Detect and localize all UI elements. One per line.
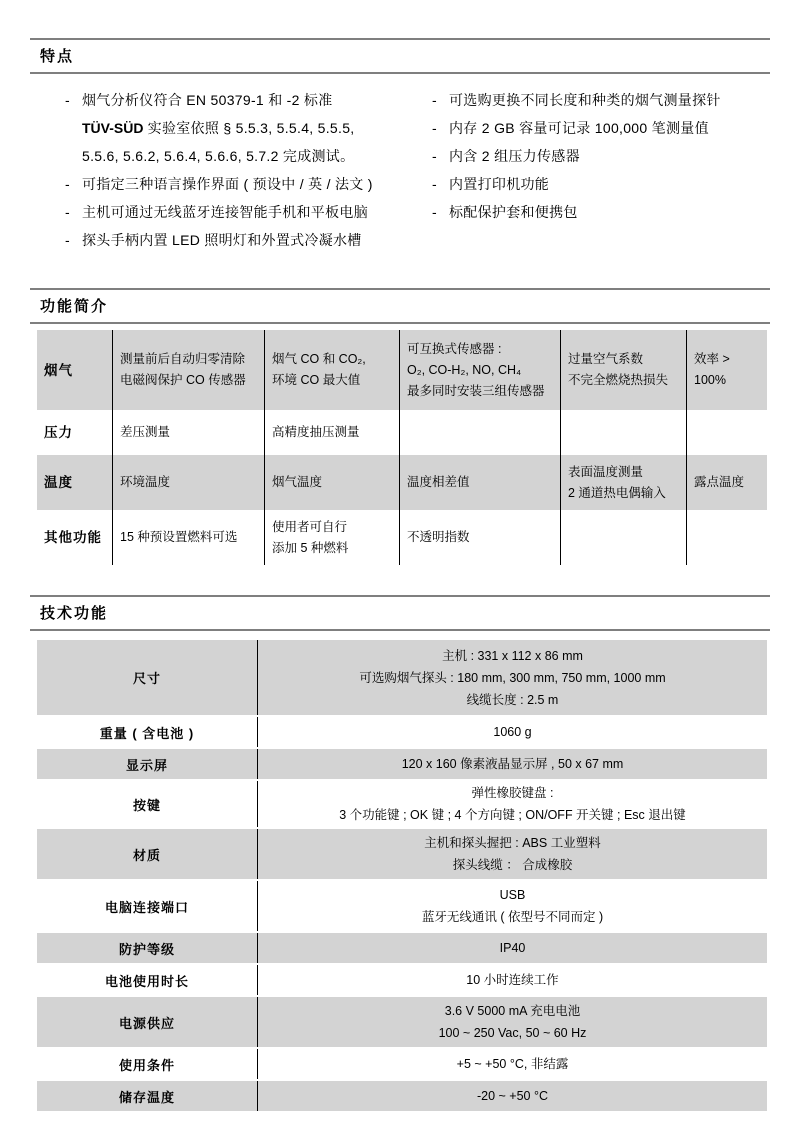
section-title-overview: 功能简介 <box>40 298 109 315</box>
spec-line: 露点温度 <box>694 475 745 489</box>
spec-line: USB <box>499 888 526 902</box>
feature-text: 内含 2 组压力传感器 <box>449 148 580 164</box>
spec-line: 过量空气系数 <box>568 352 644 366</box>
feature-line: 5.5.6, 5.6.2, 5.6.4, 5.6.6, 5.7.2 完成测试。 <box>82 148 355 164</box>
feature-item <box>432 170 775 198</box>
spec-value <box>258 781 767 827</box>
spec-label: 材质 <box>37 829 258 879</box>
spec-label: 显示屏 <box>37 749 258 779</box>
spec-label: 储存温度 <box>37 1081 258 1111</box>
spec-cell <box>113 510 265 565</box>
spec-line: 添加 5 种燃料 <box>272 540 349 555</box>
feature-item <box>65 198 432 226</box>
spec-line: 烟气 CO 和 CO₂, <box>272 352 366 366</box>
tech-row-display <box>37 749 767 779</box>
spec-line: 弹性橡胶键盘 : <box>471 786 554 800</box>
bullet-dash: - <box>65 232 70 248</box>
tech-row-storage-temperature <box>37 1081 767 1111</box>
feature-text: 探头手柄内置 LED 照明灯和外置式冷凝水槽 <box>82 232 362 248</box>
spec-cell <box>265 410 400 455</box>
feature-text: 标配保护套和便携包 <box>449 204 578 220</box>
spec-line: -20 ~ +50 °C <box>476 1089 548 1103</box>
spec-line: 不完全燃烧热损失 <box>568 373 669 387</box>
feature-text: 内存 2 GB 容量可记录 100,000 笔测量值 <box>449 120 709 136</box>
section-header-tech <box>30 595 770 631</box>
spec-label: 重量 ( 含电池 ) <box>37 717 258 747</box>
tech-row-protection-rating <box>37 933 767 963</box>
feature-item <box>65 226 432 254</box>
feature-item <box>432 198 775 226</box>
bullet-dash: - <box>432 148 437 164</box>
feature-item <box>65 170 432 198</box>
spec-value <box>258 997 767 1047</box>
overview-row-smoke <box>37 330 767 410</box>
spec-label: 电池使用时长 <box>37 965 258 995</box>
row-header: 烟气 <box>37 330 113 410</box>
bullet-dash: - <box>432 176 437 192</box>
tech-specs-table <box>37 640 767 1113</box>
feature-item <box>432 114 775 142</box>
tech-row-dimensions <box>37 640 767 715</box>
spec-line: 可互换式传感器 : <box>407 341 502 356</box>
spec-line: 蓝牙无线通讯 ( 依型号不同而定 ) <box>421 910 604 924</box>
spec-cell <box>561 410 687 455</box>
bullet-dash: - <box>432 120 437 136</box>
section-title-features: 特点 <box>40 48 75 65</box>
feature-line-rest: 实验室依照 § 5.5.3, 5.5.4, 5.5.5, <box>147 120 355 136</box>
spec-cell <box>400 410 561 455</box>
spec-value <box>258 1049 767 1079</box>
spec-cell <box>400 510 561 565</box>
spec-label: 尺寸 <box>37 640 258 715</box>
spec-cell <box>687 455 767 510</box>
spec-cell <box>400 330 561 410</box>
spec-cell <box>265 330 400 410</box>
spec-value <box>258 717 767 747</box>
overview-table <box>37 330 767 565</box>
spec-cell <box>113 455 265 510</box>
spec-cell <box>687 510 767 565</box>
spec-line: 烟气温度 <box>272 475 323 489</box>
feature-item <box>432 142 775 170</box>
spec-line: 差压测量 <box>120 425 171 439</box>
spec-cell <box>113 410 265 455</box>
features-list <box>65 86 775 254</box>
spec-line: 温度相差值 <box>407 475 470 489</box>
spec-line: 不透明指数 <box>407 530 470 544</box>
spec-label: 电源供应 <box>37 997 258 1047</box>
features-column-right <box>432 86 775 254</box>
spec-line: 10 小时连续工作 <box>466 973 559 987</box>
section-header-overview <box>30 288 770 324</box>
feature-item <box>65 86 432 170</box>
spec-value <box>258 965 767 995</box>
overview-row-pressure <box>37 410 767 455</box>
spec-line: 可选购烟气探头 : 180 mm, 300 mm, 750 mm, 1000 mm <box>359 670 666 685</box>
spec-line: 探头线缆 ： 合成橡胶 <box>452 858 573 872</box>
spec-cell <box>561 510 687 565</box>
spec-value <box>258 640 767 715</box>
spec-cell <box>687 330 767 410</box>
spec-cell <box>400 455 561 510</box>
row-header: 温度 <box>37 455 113 510</box>
spec-line: +5 ~ +50 °C, 非结露 <box>456 1057 569 1071</box>
spec-value <box>258 1081 767 1111</box>
spec-line: 100 ~ 250 Vac, 50 ~ 60 Hz <box>438 1026 587 1040</box>
spec-line: 120 x 160 像素液晶显示屏 , 50 x 67 mm <box>401 757 624 771</box>
bullet-dash: - <box>432 92 437 108</box>
feature-text <box>82 86 432 170</box>
overview-row-temperature <box>37 455 767 510</box>
spec-cell <box>265 455 400 510</box>
tech-row-keys <box>37 781 767 827</box>
bullet-dash: - <box>65 92 70 108</box>
spec-line: 高精度抽压测量 <box>272 425 360 439</box>
spec-value <box>258 749 767 779</box>
spec-value <box>258 829 767 879</box>
tech-row-material <box>37 829 767 879</box>
spec-label: 防护等级 <box>37 933 258 963</box>
spec-label: 电脑连接端口 <box>37 881 258 931</box>
feature-text: 可选购更换不同长度和种类的烟气测量探针 <box>449 92 721 108</box>
spec-line: 最多同时安装三组传感器 <box>407 383 545 398</box>
bullet-dash: - <box>65 204 70 220</box>
feature-text: 可指定三种语言操作界面 ( 预设中 / 英 / 法文 ) <box>82 176 373 192</box>
overview-row-other-functions <box>37 510 767 565</box>
feature-line: 烟气分析仪符合 EN 50379-1 和 -2 标准 <box>82 92 333 108</box>
spec-label: 按键 <box>37 781 258 827</box>
spec-line: 3 个功能键 ; OK 键 ; 4 个方向键 ; ON/OFF 开关键 ; Esc 退出键 <box>339 808 686 822</box>
tech-row-pc-interface <box>37 881 767 931</box>
spec-value <box>258 881 767 931</box>
feature-line <box>82 114 432 142</box>
spec-line: 15 种预设置燃料可选 <box>120 530 238 544</box>
bullet-dash: - <box>65 176 70 192</box>
section-header-features <box>30 38 770 74</box>
tech-row-weight <box>37 717 767 747</box>
spec-line: 使用者可自行 <box>272 519 348 534</box>
feature-item <box>432 86 775 114</box>
row-header: 压力 <box>37 410 113 455</box>
spec-cell <box>561 455 687 510</box>
spec-line: 环境温度 <box>120 475 171 489</box>
spec-cell <box>561 330 687 410</box>
feature-text: 内置打印机功能 <box>449 176 550 192</box>
spec-line: 表面温度测量 <box>568 464 644 479</box>
features-column-left <box>65 86 432 254</box>
brand-name: TÜV-SÜD <box>82 120 144 136</box>
bullet-dash: - <box>432 204 437 220</box>
spec-line: 3.6 V 5000 mA 充电电池 <box>444 1004 581 1018</box>
spec-line: IP40 <box>499 941 526 955</box>
tech-row-operating-conditions <box>37 1049 767 1079</box>
spec-label: 使用条件 <box>37 1049 258 1079</box>
spec-cell <box>265 510 400 565</box>
spec-cell <box>113 330 265 410</box>
row-header: 其他功能 <box>37 510 113 565</box>
spec-line: 电磁阀保护 CO 传感器 <box>120 373 246 387</box>
tech-row-battery-life <box>37 965 767 995</box>
spec-line: 测量前后自动归零清除 <box>120 352 246 366</box>
spec-line: 2 通道热电偶输入 <box>568 485 666 500</box>
spec-line: 效率 > 100% <box>694 352 730 387</box>
spec-value <box>258 933 767 963</box>
section-title-tech: 技术功能 <box>40 605 109 622</box>
spec-line: 1060 g <box>493 725 532 739</box>
spec-line: 主机 : 331 x 112 x 86 mm <box>442 648 583 663</box>
feature-text: 主机可通过无线蓝牙连接智能手机和平板电脑 <box>82 204 368 220</box>
spec-line: O₂, CO-H₂, NO, CH₄ <box>407 362 522 377</box>
spec-cell <box>687 410 767 455</box>
spec-line: 主机和探头握把 : ABS 工业塑料 <box>424 836 601 850</box>
spec-line: 线缆长度 : 2.5 m <box>466 692 559 707</box>
tech-row-power-supply <box>37 997 767 1047</box>
spec-line: 环境 CO 最大值 <box>272 373 361 387</box>
